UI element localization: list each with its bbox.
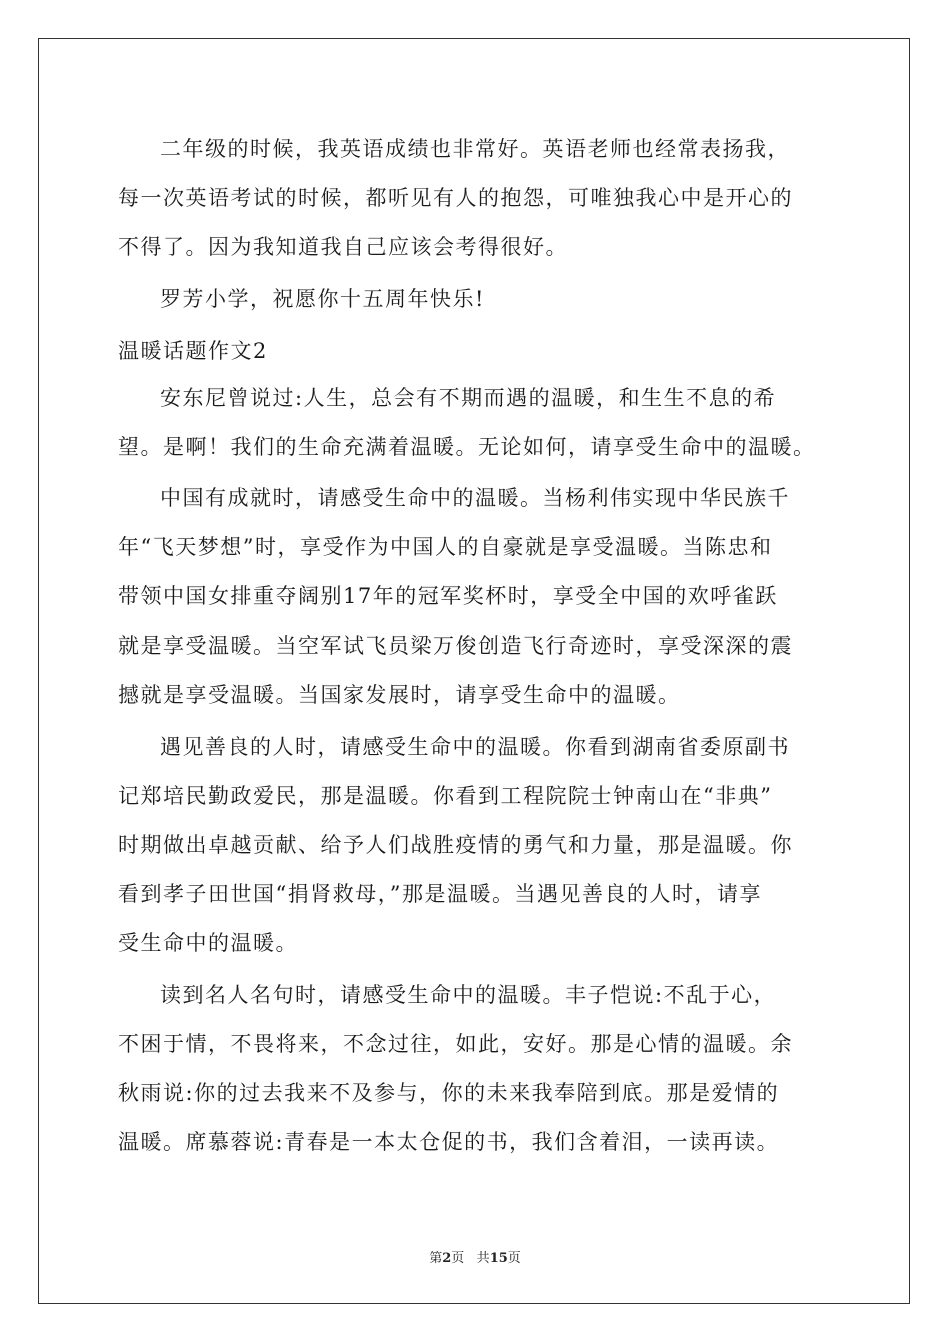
- page-border: [38, 38, 910, 1304]
- text-line: 遇见善良的人时，请感受生命中的温暖。你看到湖南省委原副书: [160, 735, 790, 759]
- total-pages: 15: [489, 1251, 508, 1266]
- text-line: 时期做出卓越贡献、给予人们战胜疫情的勇气和力量，那是温暖。你: [118, 833, 793, 857]
- page-prefix: 第: [429, 1251, 443, 1266]
- text-line: 撼就是享受温暖。当国家发展时，请享受生命中的温暖。: [118, 683, 681, 707]
- text-line: 不困于情，不畏将来，不念过往，如此，安好。那是心情的温暖。余: [118, 1032, 793, 1056]
- text-line: 受生命中的温暖。: [118, 931, 298, 955]
- text-line: 不得了。因为我知道我自己应该会考得很好。: [118, 235, 568, 259]
- text-line: 安东尼曾说过:人生，总会有不期而遇的温暖，和生生不息的希: [160, 386, 777, 410]
- text-line: 罗芳小学，祝愿你十五周年快乐!: [160, 287, 485, 311]
- text-line: 秋雨说:你的过去我来不及参与，你的未来我奉陪到底。那是爱情的: [118, 1081, 780, 1105]
- text-line: 每一次英语考试的时候，都听见有人的抱怨，可唯独我心中是开心的: [118, 186, 793, 210]
- text-line: 二年级的时候，我英语成绩也非常好。英语老师也经常表扬我，: [160, 137, 790, 161]
- text-line: 望。是啊！我们的生命充满着温暖。无论如何，请享受生命中的温暖。: [118, 435, 816, 459]
- page-footer: [0, 1247, 950, 1266]
- page-number: 2: [442, 1251, 452, 1266]
- text-line: 年“飞天梦想”时，享受作为中国人的自豪就是享受温暖。当陈忠和: [118, 535, 773, 559]
- page-suffix: 页: [451, 1251, 465, 1266]
- text-line: 中国有成就时，请感受生命中的温暖。当杨利伟实现中华民族千: [160, 486, 790, 510]
- text-line: 带领中国女排重夺阔别17年的冠军奖杯时，享受全中国的欢呼雀跃: [118, 584, 778, 608]
- total-prefix: 共: [476, 1251, 490, 1266]
- section-heading: 温暖话题作文2: [118, 339, 268, 363]
- text-line: 读到名人名句时，请感受生命中的温暖。丰子恺说:不乱于心，: [160, 983, 777, 1007]
- total-suffix: 页: [507, 1251, 521, 1266]
- text-line: 记郑培民勤政爱民，那是温暖。你看到工程院院士钟南山在“非典”: [118, 784, 773, 808]
- text-line: 温暖。席慕蓉说:青春是一本太仓促的书，我们含着泪，一读再读。: [118, 1130, 780, 1154]
- text-line: 看到孝子田世国“捐肾救母，”那是温暖。当遇见善良的人时，请享: [118, 882, 762, 906]
- text-line: 就是享受温暖。当空军试飞员梁万俊创造飞行奇迹时，享受深深的震: [118, 634, 793, 658]
